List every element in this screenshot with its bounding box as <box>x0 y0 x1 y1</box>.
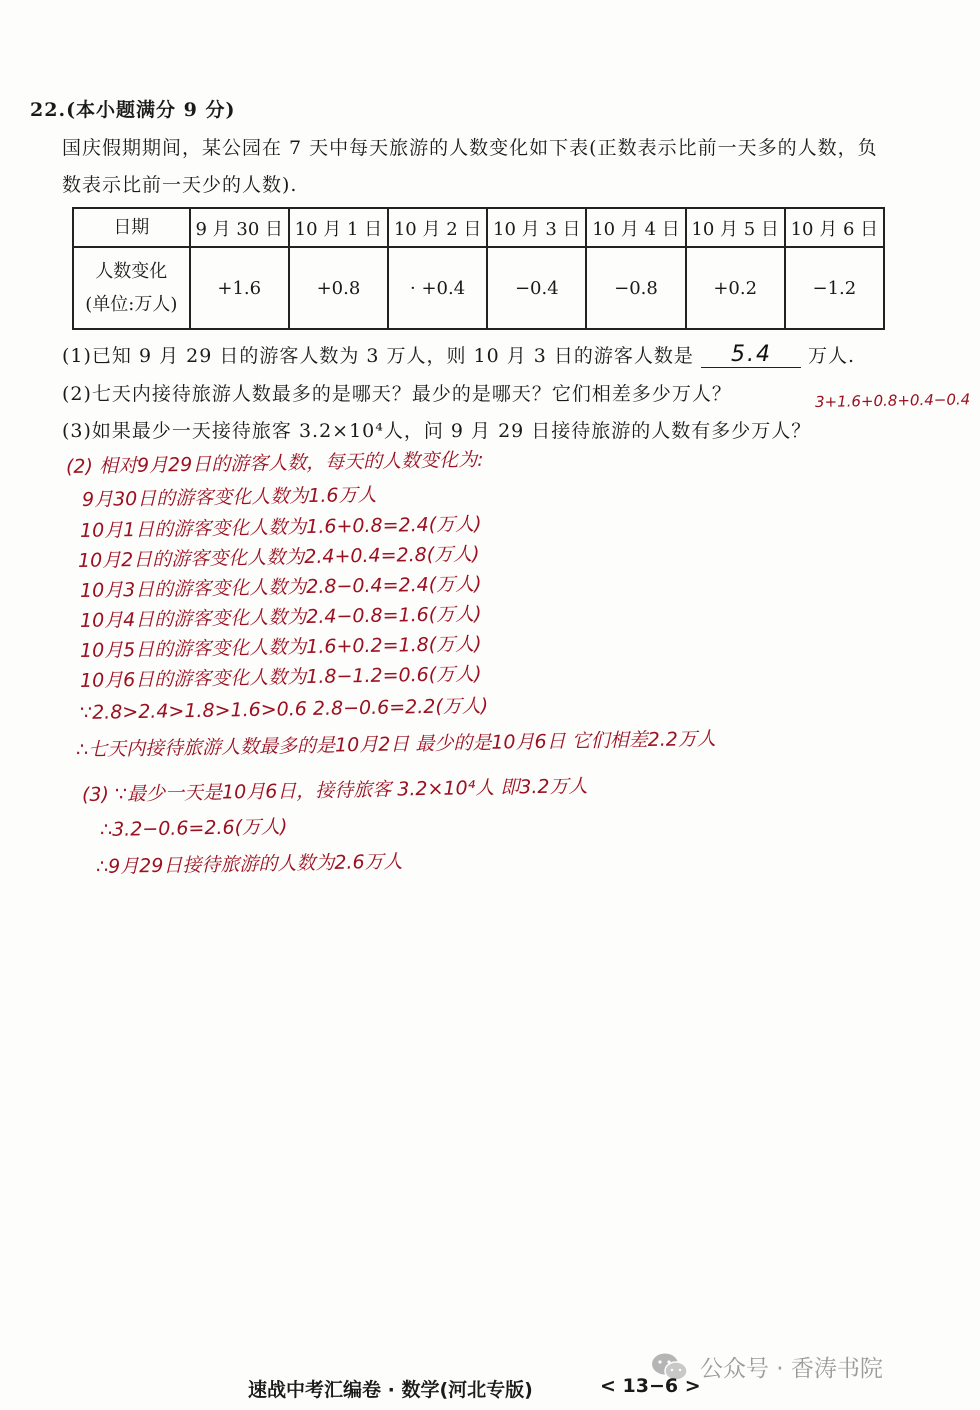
value-cell: −0.4 <box>487 247 586 329</box>
subquestion-1 <box>62 341 855 368</box>
question-intro-line1: 国庆假期期间，某公园在 7 天中每天旅游的人数变化如下表(正数表示比前一天多的人数，负 <box>62 137 878 159</box>
book-title: 速战中考汇编卷 · 数学(河北专版) <box>248 1379 533 1401</box>
date-cell: 10 月 3 日 <box>487 208 586 247</box>
handwritten-side-note: 3+1.6+0.8+0.4−0.4 <box>814 390 971 411</box>
question-header <box>30 95 236 122</box>
row-label-line2: (单位:万人) <box>85 294 178 315</box>
handwritten-line: (3) ∵最少一天是10月6日，接待旅客 3.2×10⁴人 即3.2万人 <box>81 775 588 806</box>
subquestion-2: (2)七天内接待旅游人数最多的是哪天？最少的是哪天？它们相差多少万人？ <box>62 383 732 405</box>
handwritten-line: ∴9月29日接待旅游的人数为2.6万人 <box>95 850 403 878</box>
handwritten-answer: 5.4 <box>730 342 772 367</box>
value-cell: · +0.4 <box>388 247 487 329</box>
row-label-cell <box>73 247 190 329</box>
value-cell: −1.2 <box>785 247 884 329</box>
handwritten-line: 10月1日的游客变化人数为1.6+0.8=2.4(万人) <box>79 512 482 542</box>
handwritten-line: 9月30日的游客变化人数为1.6万人 <box>81 483 377 511</box>
row-label-line1: 人数变化 <box>95 261 168 282</box>
table-header-row <box>73 208 884 247</box>
handwritten-line: 10月3日的游客变化人数为2.8−0.4=2.4(万人) <box>79 572 482 602</box>
handwritten-line: 10月4日的游客变化人数为2.4−0.8=1.6(万人) <box>79 602 482 632</box>
watermark-text: 公众号 · 香涛书院 <box>700 1356 883 1382</box>
table-value-row <box>73 247 884 329</box>
value-cell: +0.8 <box>289 247 388 329</box>
date-cell: 9 月 30 日 <box>190 208 289 247</box>
visitor-change-table <box>72 207 885 330</box>
score-note: (本小题满分 9 分) <box>66 99 236 121</box>
subquestion-1-unit: 万人. <box>808 345 856 367</box>
value-cell: −0.8 <box>586 247 685 329</box>
subquestion-3: (3)如果最少一天接待旅客 3.2×10⁴人，问 9 月 29 日接待旅游的人数有多少万人？ <box>62 420 812 442</box>
date-cell: 10 月 1 日 <box>289 208 388 247</box>
question-number: 22. <box>30 99 67 121</box>
header-label-cell: 日期 <box>73 208 190 247</box>
answer-blank <box>701 342 801 368</box>
handwritten-line: 10月2日的游客变化人数为2.4+0.4=2.8(万人) <box>77 542 480 572</box>
handwritten-line: 10月6日的游客变化人数为1.8−1.2=0.6(万人) <box>79 662 482 692</box>
question-intro-line2: 数表示比前一天少的人数). <box>62 174 298 196</box>
date-cell: 10 月 4 日 <box>586 208 685 247</box>
handwritten-line: ∵2.8>2.4>1.8>1.6>0.6 2.8−0.6=2.2(万人) <box>79 694 489 724</box>
page-number: < 13−6 > <box>600 1375 701 1397</box>
handwritten-line: ∴3.2−0.6=2.6(万人) <box>99 815 288 841</box>
handwritten-line: (2) 相对9月29日的游客人数，每天的人数变化为: <box>65 448 484 478</box>
date-cell: 10 月 5 日 <box>686 208 785 247</box>
date-cell: 10 月 2 日 <box>388 208 487 247</box>
handwritten-line: 10月5日的游客变化人数为1.6+0.2=1.8(万人) <box>79 632 482 662</box>
value-cell: +0.2 <box>686 247 785 329</box>
subquestion-1-text: (1)已知 9 月 29 日的游客人数为 3 万人，则 10 月 3 日的游客人数是 <box>62 345 694 367</box>
date-cell: 10 月 6 日 <box>785 208 884 247</box>
handwritten-line: ∴七天内接待旅游人数最多的是10月2日 最少的是10月6日 它们相差2.2万人 <box>75 727 717 761</box>
value-cell: +1.6 <box>190 247 289 329</box>
